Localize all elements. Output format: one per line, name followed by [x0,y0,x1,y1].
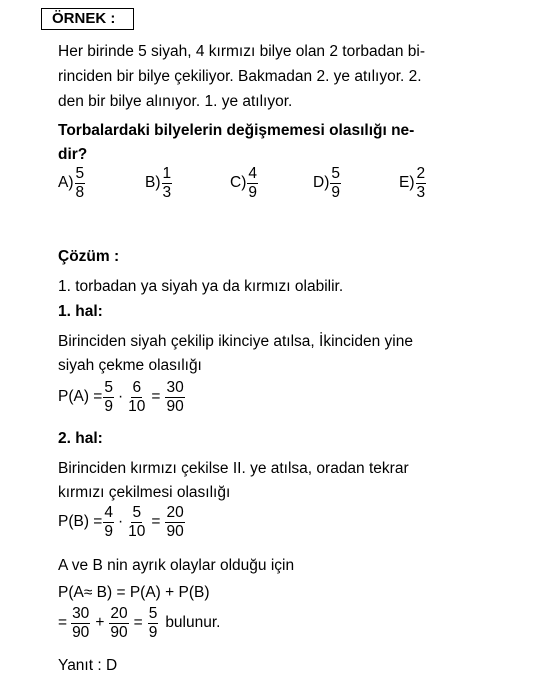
fraction: $\frac{20}{90}$ [110,605,128,641]
pa-equation: P(A) = $\frac{5}{9}$ · $\frac{6}{10}$ = $\frac{30}{90}$ [58,379,184,415]
choice-fraction: $\frac{1}{3}$ [162,165,172,201]
choice-fraction: $\frac{4}{9}$ [248,165,257,201]
case1-line-1: Birinciden siyah çekilip ikinciye atılsa, İkinciden yine [58,333,413,350]
case2-title: 2. hal: [58,430,103,447]
case1-line-2: siyah çekme olasılığı [58,357,202,374]
union-statement: P(A≈ B) = P(A) + P(B) [58,584,210,601]
fraction: $\frac{5}{9}$ [104,379,113,415]
answer: Yanıt : D [58,657,118,674]
choice-fraction: $\frac{5}{9}$ [331,165,340,201]
case2-line-2: kırmızı çekilmesi olasılığı [58,484,231,501]
choice-label: D) [313,174,330,191]
choice-fraction: $\frac{2}{3}$ [416,165,426,201]
question-line-2: rinciden bir bilye çekiliyor. Bakmadan 2. ye atılıyor. 2. [58,68,422,85]
fraction: $\frac{30}{90}$ [72,605,90,641]
fraction: $\frac{20}{90}$ [166,504,184,540]
choice-label: E) [399,174,415,191]
fraction: $\frac{5}{10}$ [128,504,146,540]
fraction: $\frac{5}{9}$ [148,605,158,641]
disjoint-statement: A ve B nin ayrık olaylar olduğu için [58,557,295,574]
choice-label: A) [58,174,74,191]
case2-line-1: Birinciden kırmızı çekilse II. ye atılsa, oradan tekrar [58,460,409,477]
question-bold-line-1: Torbalardaki bilyelerin değişmemesi olasılığı ne- [58,122,415,139]
fraction: $\frac{30}{90}$ [166,379,184,415]
choice-label: B) [145,174,161,191]
pb-equation: P(B) = $\frac{4}{9}$ · $\frac{5}{10}$ = $\frac{20}{90}$ [58,504,184,540]
choice-fraction: $\frac{5}{8}$ [75,165,85,201]
final-equation: = $\frac{30}{90}$ + $\frac{20}{90}$ = $\frac{5}{9}$ bulunur. [58,605,221,641]
question-line-1: Her birinde 5 siyah, 4 kırmızı bilye olan 2 torbadan bi- [58,43,426,60]
solution-intro: 1. torbadan ya siyah ya da kırmızı olabilir. [58,278,344,295]
fraction: $\frac{6}{10}$ [128,379,146,415]
example-label: ÖRNEK : [41,8,134,30]
question-bold-line-2: dir? [58,146,88,163]
case1-title: 1. hal: [58,303,103,320]
choice-b [145,166,173,200]
question-line-3: den bir bilye alınıyor. 1. ye atılıyor. [58,93,293,110]
choice-label: C) [230,174,247,191]
choice-c [230,166,259,200]
choice-a [58,166,86,200]
choice-d [313,166,342,200]
choice-e [399,166,427,200]
fraction: $\frac{4}{9}$ [104,504,113,540]
solution-title: Çözüm : [58,248,120,265]
